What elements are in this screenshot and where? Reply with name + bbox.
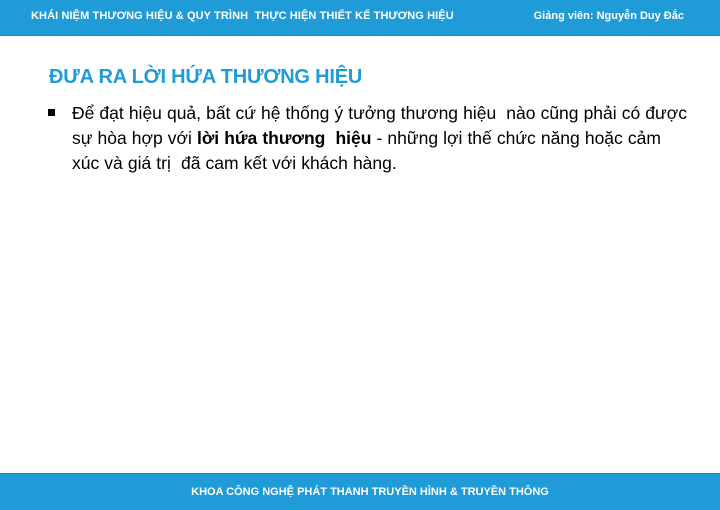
bullet-item — [48, 101, 693, 176]
lecturer-name: Giảng viên: Nguyễn Duy Đắc — [533, 10, 684, 22]
bullet-text-after: - những lợi thế chức năng hoặc cảm xúc và giá trị đã cam kết với khách hàng. — [72, 128, 666, 173]
header-bar — [0, 0, 720, 36]
bullet-text — [72, 101, 693, 176]
slide-title: ĐƯA RA LỜI HỨA THƯƠNG HIỆU — [49, 66, 363, 88]
square-bullet-icon — [48, 109, 55, 116]
bullet-emphasis: lời hứa thương hiệu — [196, 128, 372, 148]
course-title: KHÁI NIỆM THƯƠNG HIỆU & QUY TRÌNH THỰC HIỆN THIẾT KẾ THƯƠNG HIỆU — [31, 10, 454, 22]
faculty-name: KHOA CÔNG NGHỆ PHÁT THANH TRUYỀN HÌNH & TRUYỀN THÔNG — [191, 486, 549, 498]
footer-bar — [0, 473, 720, 510]
bullet-text-before: Để đạt hiệu quả, bất cứ hệ thống ý tưởng thương hiệu nào cũng phải có được sự hòa hợp với — [72, 103, 693, 148]
